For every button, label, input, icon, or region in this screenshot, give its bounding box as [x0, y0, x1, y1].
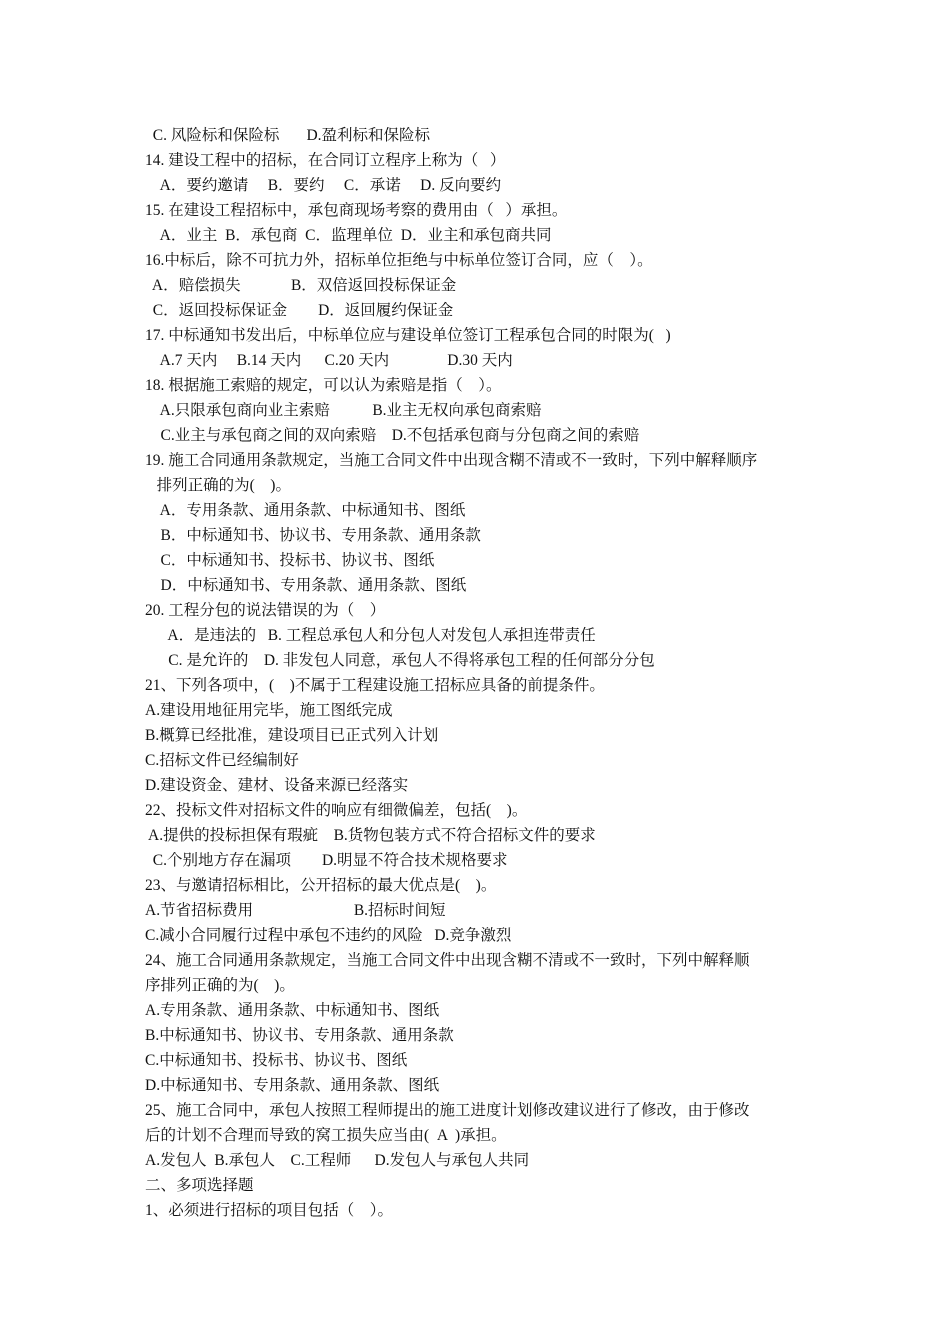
question-19-cont: 排列正确的为( )。 [145, 477, 291, 494]
question-22-options-ab: A.提供的投标担保有瑕疵 B.货物包装方式不符合招标文件的要求 [145, 827, 596, 844]
question-21-option-a: A.建设用地征用完毕，施工图纸完成 [145, 702, 393, 719]
question-17-options: A.7 天内 B.14 天内 C.20 天内 D.30 天内 [145, 352, 513, 369]
question-23: 23、与邀请招标相比，公开招标的最大优点是( )。 [145, 877, 497, 894]
question-16-options-cd: C．返回投标保证金 D．返回履约保证金 [145, 302, 454, 319]
question-14-options: A．要约邀请 B．要约 C．承诺 D. 反向要约 [145, 177, 502, 194]
question-24-cont: 序排列正确的为( )。 [145, 977, 295, 994]
question-15: 15. 在建设工程招标中，承包商现场考察的费用由（ ）承担。 [145, 202, 568, 219]
question-21-option-b: B.概算已经批准，建设项目已正式列入计划 [145, 727, 439, 744]
question-19-option-b: B．中标通知书、协议书、专用条款、通用条款 [145, 527, 481, 544]
question-25-cont: 后的计划不合理而导致的窝工损失应当由( A )承担。 [145, 1127, 507, 1144]
question-22-options-cd: C.个别地方存在漏项 D.明显不符合技术规格要求 [145, 852, 508, 869]
question-24-option-c: C.中标通知书、投标书、协议书、图纸 [145, 1052, 408, 1069]
question-21: 21、下列各项中，( )不属于工程建设施工招标应具备的前提条件。 [145, 677, 605, 694]
question-19: 19. 施工合同通用条款规定，当施工合同文件中出现含糊不清或不一致时，下列中解释顺序 [145, 452, 758, 469]
section-heading: 二、多项选择题 [145, 1177, 254, 1194]
multi-question-1: 1、必须进行招标的项目包括（ ）。 [145, 1202, 394, 1219]
question-19-option-a: A．专用条款、通用条款、中标通知书、图纸 [145, 502, 466, 519]
question-24-option-d: D.中标通知书、专用条款、通用条款、图纸 [145, 1077, 440, 1094]
question-18-options-ab: A.只限承包商向业主索赔 B.业主无权向承包商索赔 [145, 402, 542, 419]
question-25: 25、施工合同中，承包人按照工程师提出的施工进度计划修改建议进行了修改，由于修改 [145, 1102, 750, 1119]
question-17: 17. 中标通知书发出后，中标单位应与建设单位签订工程承包合同的时限为( ) [145, 327, 671, 344]
text-line: C. 风险标和保险标 D.盈利标和保险标 [145, 127, 431, 144]
question-23-options-cd: C.减小合同履行过程中承包不违约的风险 D.竞争激烈 [145, 927, 512, 944]
question-21-option-c: C.招标文件已经编制好 [145, 752, 299, 769]
question-20: 20. 工程分包的说法错误的为（ ） [145, 602, 386, 619]
question-14: 14. 建设工程中的招标，在合同订立程序上称为（ ） [145, 152, 506, 169]
question-21-option-d: D.建设资金、建材、设备来源已经落实 [145, 777, 409, 794]
question-20-options-ab: A．是违法的 B. 工程总承包人和分包人对发包人承担连带责任 [145, 627, 596, 644]
question-18: 18. 根据施工索赔的规定，可以认为索赔是指（ ）。 [145, 377, 502, 394]
question-19-option-d: D．中标通知书、专用条款、通用条款、图纸 [145, 577, 467, 594]
question-24-option-a: A.专用条款、通用条款、中标通知书、图纸 [145, 1002, 440, 1019]
question-19-option-c: C．中标通知书、投标书、协议书、图纸 [145, 552, 435, 569]
question-20-options-cd: C. 是允许的 D. 非发包人同意，承包人不得将承包工程的任何部分分包 [145, 652, 655, 669]
question-15-options: A．业主 B．承包商 C．监理单位 D．业主和承包商共同 [145, 227, 552, 244]
question-24: 24、施工合同通用条款规定，当施工合同文件中出现含糊不清或不一致时，下列中解释顺 [145, 952, 750, 969]
question-16: 16.中标后，除不可抗力外，招标单位拒绝与中标单位签订合同，应（ ）。 [145, 252, 653, 269]
question-23-options-ab: A.节省招标费用 B.招标时间短 [145, 902, 446, 919]
question-25-options: A.发包人 B.承包人 C.工程师 D.发包人与承包人共同 [145, 1152, 530, 1169]
question-16-options-ab: A．赔偿损失 B．双倍返回投标保证金 [145, 277, 457, 294]
question-22: 22、投标文件对招标文件的响应有细微偏差，包括( )。 [145, 802, 528, 819]
question-18-options-cd: C.业主与承包商之间的双向索赔 D.不包括承包商与分包商之间的索赔 [145, 427, 640, 444]
question-24-option-b: B.中标通知书、协议书、专用条款、通用条款 [145, 1027, 454, 1044]
